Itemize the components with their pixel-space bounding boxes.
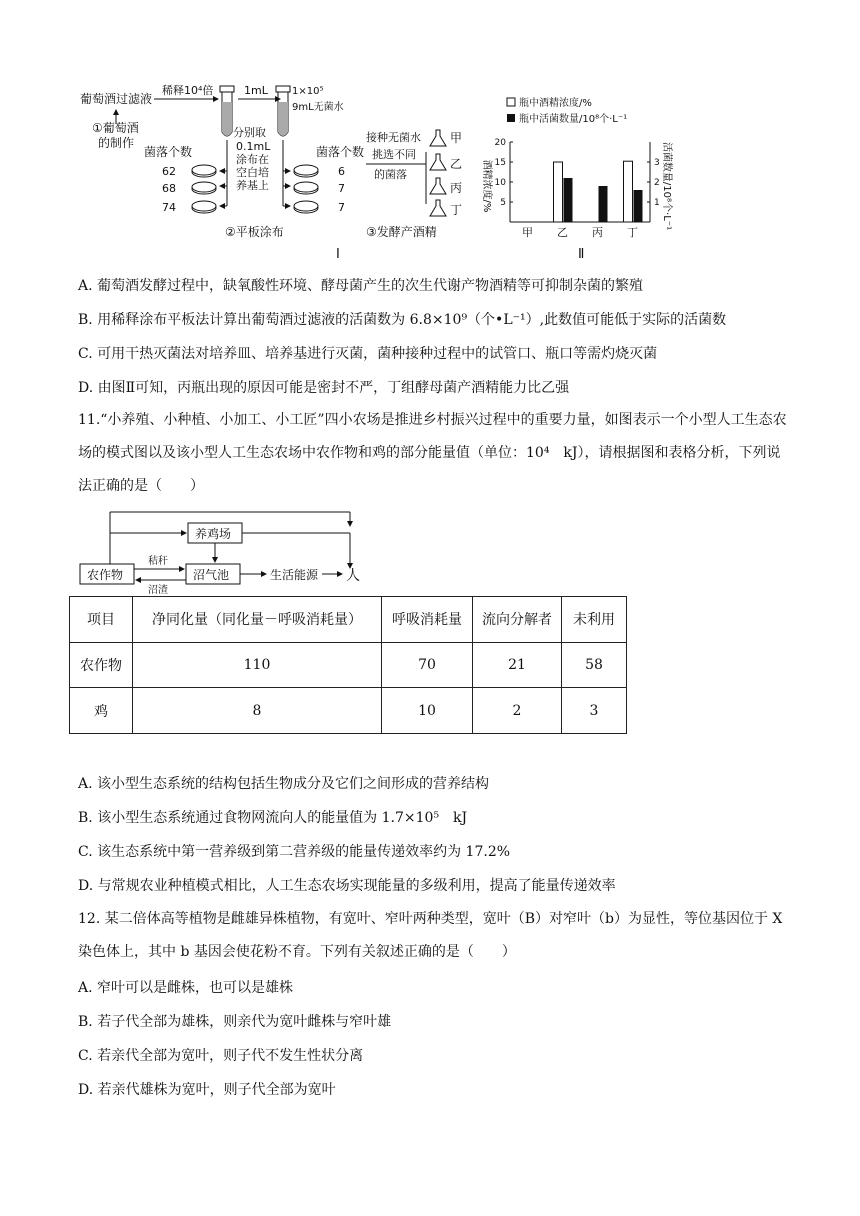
chicken-farm-label: 养鸡场	[195, 527, 232, 541]
colony-count-header: 菌落个数	[316, 145, 365, 159]
straw-label: 秸秆	[148, 556, 168, 567]
pick-label: 挑选不同	[372, 148, 416, 161]
inoculate-label: 接种无菌水	[366, 131, 421, 144]
energy-table	[69, 596, 627, 734]
spread-text: 养基上	[236, 179, 269, 192]
option-d: D. 若亲代雄株为宽叶，则子代全部为宽叶	[78, 1082, 336, 1098]
y-axis-label-left: 酒精浓度/%	[481, 159, 492, 213]
x-tick-label: 甲	[522, 226, 533, 239]
petri-dish	[294, 165, 318, 213]
flask-label: 甲	[450, 131, 463, 145]
panel-caption: ③发酵产酒精	[366, 225, 437, 239]
bar-chart	[481, 96, 674, 239]
y-tick-label-left: 20	[494, 138, 506, 148]
panel-caption: ②平板涂布	[225, 225, 284, 239]
figure-fermentation	[70, 86, 790, 266]
y-tick-label-left: 5	[500, 198, 506, 208]
flask-label: 丙	[450, 181, 463, 195]
colony-count: 6	[338, 165, 345, 178]
table-row	[70, 688, 627, 734]
y-axis-label-right: 活菌数量/10⁸个·L⁻¹	[661, 141, 672, 231]
bar-live-cells	[634, 190, 643, 222]
x-tick-label: 乙	[557, 226, 568, 239]
option-b: B. 该小型生态系统通过食物网流向人的能量值为 1.7×10⁵ kJ	[78, 810, 468, 826]
legend-entry: 瓶中活菌数量/10⁸个·L⁻¹	[519, 114, 628, 125]
colony-count: 68	[162, 182, 176, 195]
table-header-row	[70, 597, 627, 643]
y-tick-label-right: 1	[654, 198, 660, 208]
x-tick-label: 丁	[627, 226, 638, 239]
petri-dish	[192, 165, 216, 213]
option-c: C. 该生态系统中第一营养级到第二营养级的能量传递效率约为 17.2%	[78, 844, 511, 860]
table-cell: 70	[382, 642, 473, 688]
bar-alcohol	[624, 161, 633, 222]
figure-number: Ⅱ	[578, 247, 585, 262]
option-b: B. 若子代全部为雄株，则亲代为宽叶雌株与窄叶雄	[78, 1014, 392, 1030]
colony-count: 7	[338, 182, 345, 195]
table-cell: 58	[562, 642, 627, 688]
table-cell: 鸡	[70, 688, 133, 734]
spread-text: 0.1mL	[236, 140, 271, 153]
table-header: 净同化量（同化量－呼吸消耗量）	[133, 597, 382, 643]
table-header: 呼吸消耗量	[382, 597, 473, 643]
table-cell: 10	[382, 688, 473, 734]
test-tube	[220, 86, 234, 136]
crops-label: 农作物	[87, 568, 124, 582]
flask-label: 丁	[450, 203, 463, 217]
spread-text: 空白培	[236, 166, 269, 179]
spread-text: 分别取	[233, 126, 266, 139]
option-a: A. 葡萄酒发酵过程中，缺氧酸性环境、酵母菌产生的次生代谢产物酒精等可抑制杂菌的繁殖	[78, 278, 644, 294]
source-caption: ①葡萄酒	[92, 121, 139, 135]
flask-icon	[430, 154, 446, 216]
table-header: 流向分解者	[473, 597, 562, 643]
table-cell: 8	[133, 688, 382, 734]
question-11-stem: 11.“小养殖、小种植、小加工、小工匠”四小农场是推进乡村振兴过程中的重要力量，如图表示一个小型人工生态农场的模式图以及该小型人工生态农场中农作物和鸡的部分能量值（单位：10⁴ kJ），请根据图和表格分析，下列说法正确的是（ ）	[78, 412, 787, 494]
tube-label: 9mL无菌水	[292, 102, 344, 113]
test-tube	[276, 86, 290, 136]
dilute-label: 稀释10⁴倍	[162, 84, 214, 97]
table-cell: 110	[133, 642, 382, 688]
option-c: C. 若亲代全部为宽叶，则子代不发生性状分离	[78, 1048, 364, 1064]
flask-label: 乙	[450, 157, 463, 171]
source-label: 葡萄酒过滤液	[80, 92, 153, 106]
biogas-label: 沼气池	[193, 568, 230, 582]
table-cell: 21	[473, 642, 562, 688]
option-d: D. 由图Ⅱ可知，丙瓶出现的原因可能是密封不严，丁组酵母菌产酒精能力比乙强	[78, 380, 570, 396]
question-12-stem: 12. 某二倍体高等植物是雌雄异株植物，有宽叶、窄叶两种类型，宽叶（B）对窄叶（b）为显性，等位基因位于 X 染色体上，其中 b 基因会使花粉不育。下列有关叙述正确的是（ ）	[78, 911, 783, 960]
y-tick-label-right: 3	[654, 158, 660, 168]
y-tick-label-left: 10	[494, 178, 506, 188]
flask-icon	[430, 130, 446, 146]
option-a: A. 该小型生态系统的结构包括生物成分及它们之间形成的营养结构	[78, 776, 490, 792]
spread-text: 涂布在	[236, 153, 269, 166]
bar-alcohol	[554, 162, 563, 222]
bar-live-cells	[599, 186, 608, 222]
colony-count: 74	[162, 201, 176, 214]
colony-count-header: 菌落个数	[144, 145, 193, 159]
transfer-label: 1mL	[244, 84, 268, 97]
x-tick-label: 丙	[592, 226, 603, 239]
bar-live-cells	[564, 178, 573, 222]
pick-label: 的菌落	[374, 168, 407, 181]
energy-label: 生活能源	[270, 568, 319, 582]
table-cell: 2	[473, 688, 562, 734]
tube-label: 1×10⁵	[292, 86, 324, 97]
option-b: B. 用稀释涂布平板法计算出葡萄酒过滤液的活菌数为 6.8×10⁹（个•L⁻¹）,此数值可能低于实际的活菌数	[78, 312, 727, 328]
figure-number: Ⅰ	[336, 247, 340, 262]
farm-diagram	[70, 506, 390, 596]
y-tick-label-left: 15	[494, 158, 506, 168]
option-c: C. 可用干热灭菌法对培养皿、培养基进行灭菌，菌种接种过程中的试管口、瓶口等需灼烧灭菌	[78, 346, 658, 362]
table-header: 未利用	[562, 597, 627, 643]
human-label: 人	[346, 568, 360, 584]
option-a: A. 窄叶可以是雌株，也可以是雄株	[78, 980, 294, 996]
table-header: 项目	[70, 597, 133, 643]
table-row	[70, 642, 627, 688]
option-d: D. 与常规农业种植模式相比，人工生态农场实现能量的多级利用，提高了能量传递效率	[78, 878, 616, 894]
y-tick-label-right: 2	[654, 178, 660, 188]
table-cell: 农作物	[70, 642, 133, 688]
source-caption: 的制作	[98, 136, 135, 150]
table-cell: 3	[562, 688, 627, 734]
legend-entry: 瓶中酒精浓度/%	[519, 98, 592, 109]
colony-count: 62	[162, 165, 176, 178]
colony-count: 7	[338, 201, 345, 214]
residue-label: 沼渣	[148, 585, 168, 596]
